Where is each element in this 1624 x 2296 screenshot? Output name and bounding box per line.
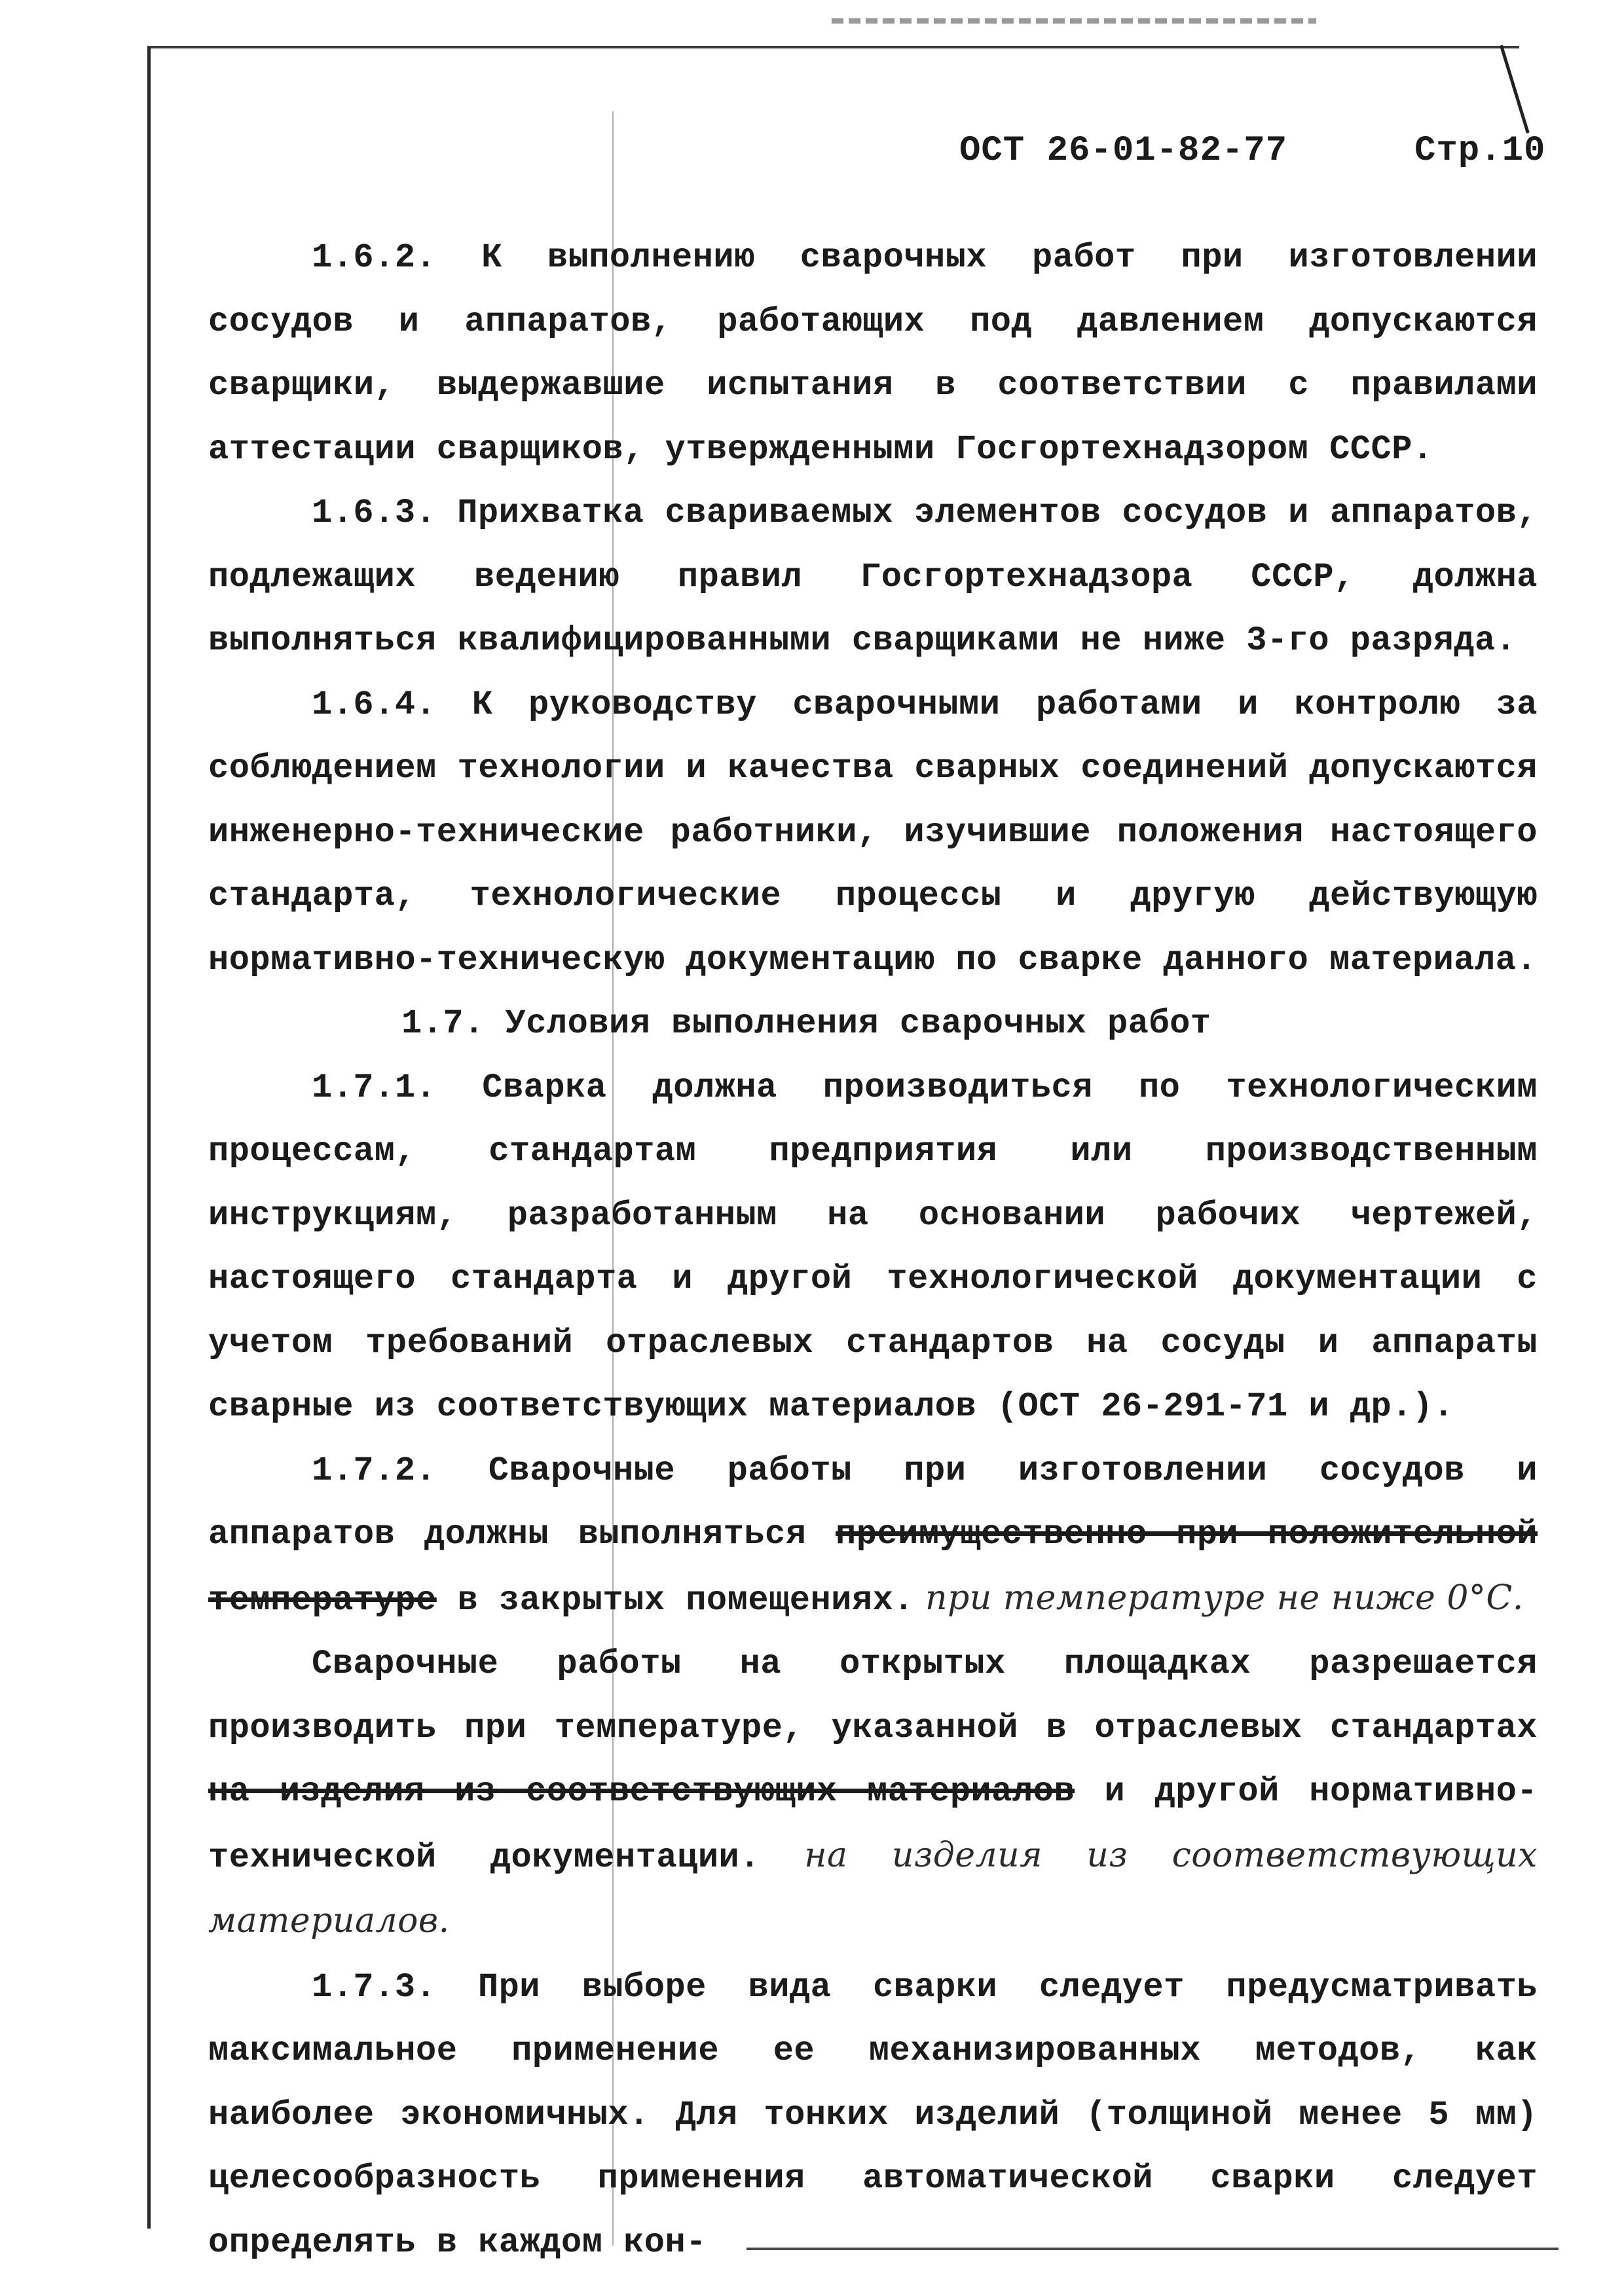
- paragraph-1-7-1: 1.7.1. Сварка должна производиться по технологическим процессам, стандартам предприятия или производственным инструкциям, разработанным на основании рабочих чертежей, настоящего стандарта и другой технологической документации с учетом требований отраслевых стандартов на сосуды и аппараты сварные из соответствующих материалов (ОСТ 26-291-71 и др.).: [208, 1068, 1538, 1426]
- struck-text: на изделия из соответствующих материалов: [208, 1772, 1075, 1811]
- paragraph-1-6-3: 1.6.3. Прихватка свариваемых элементов сосудов и аппаратов, подлежащих ведению правил Госгортехнадзора СССР, должна выполняться квалифицированными сварщиками не ниже 3-го разряда.: [208, 494, 1538, 660]
- page-number: Стр.10: [1414, 131, 1546, 171]
- paragraph-open-sites-text-end: и другой нормативно-технической документации.: [208, 1772, 1538, 1877]
- handwritten-correction: на изделия из соответствующих материалов.: [208, 1835, 1538, 1941]
- scan-artifact-top: [832, 18, 1316, 24]
- paragraph-1-7-2-text-end: в закрытых помещениях.: [436, 1580, 914, 1620]
- paragraph-open-sites: [208, 1632, 1538, 1956]
- document-body: [208, 226, 1538, 2274]
- section-title-1-7: 1.7. Условия выполнения сварочных работ: [401, 1004, 1211, 1043]
- struck-text: преимущественно при положительной температуре: [208, 1515, 1538, 1620]
- paragraph-open-sites-text: Сварочные работы на открытых площадках разрешается производить при температуре, указанной в отраслевых стандартах: [208, 1645, 1538, 1747]
- handwritten-correction: при температуре не ниже 0°С.: [913, 1578, 1524, 1618]
- standard-code: ОСТ 26-01-82-77: [959, 131, 1288, 171]
- paragraph-1-6-4: 1.6.4. К руководству сварочными работами и контролю за соблюдением технологии и качества сварных соединений допускаются инженерно-технические работники, изучившие положения настоящего стандарта, технологические процессы и другую действующую нормативно-техническую документацию по сварке данного материала.: [208, 685, 1538, 979]
- paragraph-1-7-3: 1.7.3. При выборе вида сварки следует предусматривать максимальное применение ее механизированных методов, как наиболее экономичных. Для тонких изделий (толщиной менее 5 мм) целесообразность применения автоматической сварки следует определять в каждом кон-: [208, 1967, 1538, 2262]
- paragraph-1-7-2-text: 1.7.2. Сварочные работы при изготовлении сосудов и аппаратов должны выполняться: [208, 1451, 1538, 1554]
- paragraph-1-7-2: [208, 1439, 1538, 1633]
- paragraph-1-6-2: 1.6.2. К выполнению сварочных работ при изготовлении сосудов и аппаратов, работающих под давлением допускаются сварщики, выдержавшие испытания в соответствии с правилами аттестации сварщиков, утвержденными Госгортехнадзором СССР.: [208, 238, 1538, 469]
